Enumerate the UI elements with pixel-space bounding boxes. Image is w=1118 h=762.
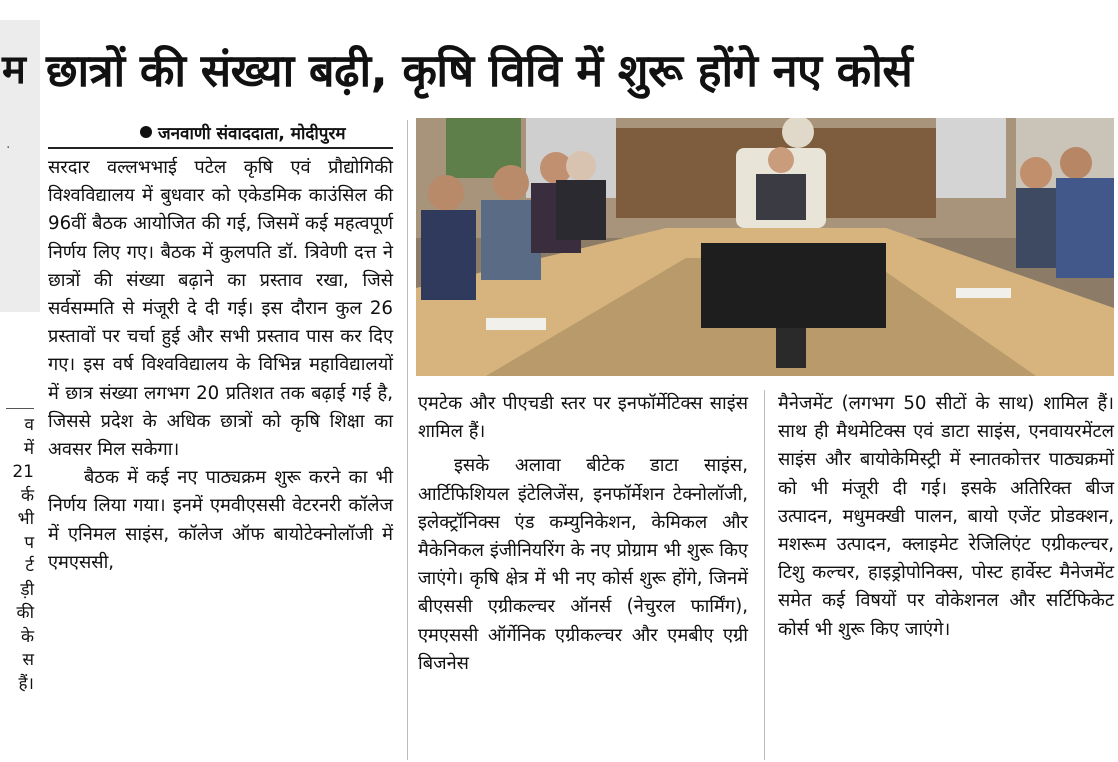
- adjacent-fragment: ड़ी: [20, 579, 34, 600]
- adjacent-article-text: [0, 408, 36, 696]
- adjacent-headline-fragment: म: [2, 47, 26, 93]
- paragraph: एमटेक और पीएचडी स्तर पर इनफॉर्मेटिक्स साइंस शामिल हैं।: [418, 393, 748, 443]
- adjacent-bullet: ·: [6, 140, 11, 156]
- adjacent-fragment: र्क: [20, 485, 34, 506]
- byline-bullet-icon: [140, 126, 152, 138]
- paragraph: सरदार वल्लभभाई पटेल कृषि एवं प्रौद्योगिकी विश्वविद्यालय में बुधवार को एकेडमिक काउंसिल की 96वीं बैठक आयोजित की गई, जिसमें कई महत्वपूर्ण निर्णय लिए गए। बैठक में कुलपति डॉ. त्रिवेणी दत्त ने छात्रों की संख्या बढ़ाने का प्रस्ताव रखा, जिसे सर्वसम्मति से मंजूरी दे दी गई। इस दौरान कुल 26 प्रस्तावों पर चर्चा हुई और सभी प्रस्ताव पास कर दिए गए। इस वर्ष विश्वविद्यालय के विभिन्न महाविद्यालयों में छात्र संख्या लगभग 20 प्रतिशत तक बढ़ाई गई है, जिससे प्रदेश के अधिक छात्रों को कृषि शिक्षा का अवसर मिल सकेगा।: [48, 157, 393, 461]
- byline: [140, 122, 346, 146]
- adjacent-fragment: स: [22, 650, 34, 670]
- adjacent-rule: [6, 408, 34, 409]
- paragraph: इसके अलावा बीटेक डाटा साइंस, आर्टिफिशियल इंटेलिजेंस, इनफॉर्मेशन टेक्नोलॉजी, इलेक्ट्रॉनिक्स एंड कम्युनिकेशन, केमिकल और मैकेनिकल इंजीनियरिंग के नए प्रोग्राम भी शुरू किए जाएंगे। कृषि क्षेत्र में भी नए कोर्स शुरू होंगे, जिनमें बीएससी एग्रीकल्चर ऑनर्स (नेचुरल फार्मिंग), एमएससी ऑर्गेनिक एग्रीकल्चर और एमबीए एग्री बिजनेस: [418, 455, 748, 674]
- adjacent-fragment: में: [23, 438, 34, 459]
- byline-text: जनवाणी संवाददाता, मोदीपुरम: [158, 124, 346, 144]
- adjacent-fragment: प: [24, 532, 34, 553]
- adjacent-fragment: र्ट: [25, 556, 34, 576]
- column-divider: [764, 390, 765, 760]
- paragraph: बैठक में कई नए पाठ्यक्रम शुरू करने का भी निर्णय लिया गया। इनमें एमवीएससी वेटरनरी कॉलेज में एनिमल साइंस, कॉलेज ऑफ बायोटेक्नोलॉजी में एमएससी,: [48, 467, 393, 573]
- article-headline: छात्रों की संख्या बढ़ी, कृषि विवि में शुरू होंगे नए कोर्स: [46, 44, 913, 97]
- article-column-3: [778, 390, 1114, 644]
- byline-rule: [48, 147, 393, 149]
- adjacent-fragment: हैं।: [18, 673, 34, 694]
- paragraph: मैनेजमेंट (लगभग 50 सीटों के साथ) शामिल हैं। साथ ही मैथमेटिक्स एवं डाटा साइंस, एनवायरमेंटल साइंस और बायोकेमिस्ट्री में स्नातकोत्तर पाठ्यक्रमों को भी मंजूरी दी गई। इसके अतिरिक्त बीज उत्पादन, मधुमक्खी पालन, बायो एजेंट प्रोडक्शन, मशरूम उत्पादन, क्लाइमेट रेजिलिएंट एग्रीकल्चर, टिशु कल्चर, हाइड्रोपोनिक्स, पोस्ट हार्वेस्ट मैनेजमेंट समेत कई विषयों पर वोकेशनल और सर्टिफिकेट कोर्स भी शुरू किए जाएंगे।: [778, 393, 1114, 640]
- article-column-2: [418, 390, 748, 678]
- meeting-photo: [416, 118, 1114, 376]
- meeting-photo-illustration: [416, 118, 1114, 376]
- adjacent-article-headline-box: [0, 20, 40, 312]
- adjacent-fragment: भी: [17, 509, 34, 529]
- column-divider: [407, 120, 408, 760]
- adjacent-fragment: व: [24, 415, 34, 435]
- adjacent-fragment: की: [16, 603, 34, 623]
- adjacent-fragment: 21: [12, 462, 34, 482]
- article-column-1: [48, 154, 393, 577]
- adjacent-fragment: के: [20, 626, 34, 647]
